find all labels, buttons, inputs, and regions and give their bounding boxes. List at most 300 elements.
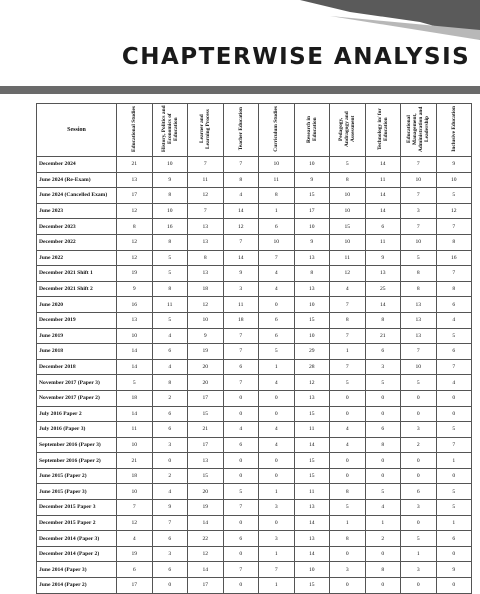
value-cell: 1 bbox=[259, 203, 295, 219]
value-cell: 6 bbox=[436, 344, 472, 360]
subject-column-header bbox=[330, 104, 366, 157]
value-cell: 5 bbox=[365, 375, 401, 391]
value-cell: 12 bbox=[188, 188, 224, 204]
value-cell: 9 bbox=[152, 172, 188, 188]
subject-column-header-label: Research in Education bbox=[305, 115, 318, 143]
value-cell: 4 bbox=[259, 422, 295, 438]
value-cell: 0 bbox=[223, 406, 259, 422]
value-cell: 7 bbox=[188, 203, 224, 219]
session-cell: December 2023 bbox=[37, 219, 117, 235]
table-header-row bbox=[37, 104, 472, 157]
value-cell: 11 bbox=[365, 172, 401, 188]
value-cell: 1 bbox=[436, 453, 472, 469]
value-cell: 16 bbox=[117, 297, 153, 313]
table-row bbox=[37, 546, 472, 562]
value-cell: 19 bbox=[117, 266, 153, 282]
value-cell: 0 bbox=[259, 297, 295, 313]
value-cell: 8 bbox=[330, 312, 366, 328]
value-cell: 4 bbox=[436, 375, 472, 391]
value-cell: 7 bbox=[330, 328, 366, 344]
value-cell: 7 bbox=[188, 157, 224, 173]
value-cell: 11 bbox=[294, 422, 330, 438]
value-cell: 14 bbox=[365, 157, 401, 173]
value-cell: 5 bbox=[436, 188, 472, 204]
value-cell: 0 bbox=[436, 390, 472, 406]
value-cell: 14 bbox=[294, 515, 330, 531]
table-row bbox=[37, 203, 472, 219]
value-cell: 7 bbox=[223, 344, 259, 360]
table-row bbox=[37, 188, 472, 204]
value-cell: 7 bbox=[223, 500, 259, 516]
value-cell: 14 bbox=[188, 515, 224, 531]
value-cell: 3 bbox=[401, 422, 437, 438]
value-cell: 5 bbox=[436, 500, 472, 516]
value-cell: 6 bbox=[152, 344, 188, 360]
value-cell: 17 bbox=[188, 437, 224, 453]
value-cell: 13 bbox=[188, 234, 224, 250]
value-cell: 6 bbox=[117, 562, 153, 578]
value-cell: 6 bbox=[401, 484, 437, 500]
value-cell: 13 bbox=[401, 312, 437, 328]
table-row bbox=[37, 219, 472, 235]
subject-column-header bbox=[401, 104, 437, 157]
value-cell: 8 bbox=[223, 172, 259, 188]
analysis-table-container bbox=[36, 103, 472, 594]
value-cell: 0 bbox=[436, 406, 472, 422]
subject-column-header bbox=[436, 104, 472, 157]
value-cell: 21 bbox=[188, 422, 224, 438]
table-row bbox=[37, 515, 472, 531]
chapterwise-analysis-table bbox=[36, 103, 472, 594]
value-cell: 6 bbox=[152, 422, 188, 438]
value-cell: 13 bbox=[188, 453, 224, 469]
value-cell: 10 bbox=[330, 234, 366, 250]
value-cell: 15 bbox=[294, 453, 330, 469]
session-cell: July 2016 Paper 2 bbox=[37, 406, 117, 422]
value-cell: 20 bbox=[188, 359, 224, 375]
value-cell: 14 bbox=[294, 437, 330, 453]
value-cell: 0 bbox=[365, 453, 401, 469]
value-cell: 10 bbox=[294, 157, 330, 173]
value-cell: 3 bbox=[223, 281, 259, 297]
session-cell: November 2017 (Paper 2) bbox=[37, 390, 117, 406]
value-cell: 15 bbox=[294, 468, 330, 484]
table-row bbox=[37, 359, 472, 375]
value-cell: 0 bbox=[223, 390, 259, 406]
value-cell: 12 bbox=[117, 515, 153, 531]
value-cell: 9 bbox=[294, 172, 330, 188]
value-cell: 4 bbox=[365, 500, 401, 516]
value-cell: 7 bbox=[401, 157, 437, 173]
value-cell: 13 bbox=[401, 297, 437, 313]
value-cell: 12 bbox=[117, 203, 153, 219]
value-cell: 5 bbox=[117, 375, 153, 391]
value-cell: 0 bbox=[259, 406, 295, 422]
value-cell: 10 bbox=[294, 562, 330, 578]
value-cell: 13 bbox=[365, 266, 401, 282]
value-cell: 18 bbox=[188, 281, 224, 297]
subject-column-header-label: History, Politics and Economics of Education bbox=[160, 105, 179, 153]
value-cell: 13 bbox=[294, 500, 330, 516]
value-cell: 8 bbox=[188, 250, 224, 266]
value-cell: 4 bbox=[330, 437, 366, 453]
value-cell: 5 bbox=[259, 344, 295, 360]
value-cell: 14 bbox=[294, 546, 330, 562]
subject-column-header bbox=[365, 104, 401, 157]
value-cell: 4 bbox=[330, 281, 366, 297]
value-cell: 5 bbox=[365, 484, 401, 500]
value-cell: 14 bbox=[117, 359, 153, 375]
value-cell: 4 bbox=[152, 328, 188, 344]
session-cell: June 2023 bbox=[37, 203, 117, 219]
value-cell: 7 bbox=[223, 328, 259, 344]
value-cell: 6 bbox=[259, 219, 295, 235]
value-cell: 9 bbox=[152, 500, 188, 516]
value-cell: 28 bbox=[294, 359, 330, 375]
value-cell: 0 bbox=[436, 468, 472, 484]
value-cell: 7 bbox=[436, 359, 472, 375]
session-cell: December 2021 Shift 2 bbox=[37, 281, 117, 297]
table-row bbox=[37, 562, 472, 578]
value-cell: 8 bbox=[365, 312, 401, 328]
value-cell: 4 bbox=[436, 312, 472, 328]
value-cell: 8 bbox=[152, 281, 188, 297]
value-cell: 17 bbox=[188, 390, 224, 406]
value-cell: 11 bbox=[152, 297, 188, 313]
value-cell: 9 bbox=[117, 281, 153, 297]
value-cell: 2 bbox=[401, 437, 437, 453]
value-cell: 0 bbox=[259, 468, 295, 484]
subject-column-header-label: Curriculum Studies bbox=[273, 106, 280, 152]
session-cell: December 2015 Paper 2 bbox=[37, 515, 117, 531]
value-cell: 0 bbox=[330, 468, 366, 484]
value-cell: 5 bbox=[401, 531, 437, 547]
value-cell: 7 bbox=[223, 234, 259, 250]
table-row bbox=[37, 500, 472, 516]
value-cell: 10 bbox=[188, 312, 224, 328]
session-cell: June 2015 (Paper 3) bbox=[37, 484, 117, 500]
value-cell: 10 bbox=[259, 234, 295, 250]
session-cell: June 2015 (Paper 2) bbox=[37, 468, 117, 484]
value-cell: 4 bbox=[259, 266, 295, 282]
value-cell: 4 bbox=[330, 422, 366, 438]
value-cell: 7 bbox=[259, 250, 295, 266]
value-cell: 2 bbox=[152, 390, 188, 406]
value-cell: 9 bbox=[223, 266, 259, 282]
value-cell: 1 bbox=[330, 515, 366, 531]
value-cell: 10 bbox=[294, 328, 330, 344]
subject-column-header bbox=[152, 104, 188, 157]
value-cell: 5 bbox=[401, 375, 437, 391]
value-cell: 11 bbox=[365, 234, 401, 250]
session-cell: June 2018 bbox=[37, 344, 117, 360]
value-cell: 7 bbox=[259, 562, 295, 578]
session-cell: June 2014 (Paper 3) bbox=[37, 562, 117, 578]
value-cell: 4 bbox=[223, 188, 259, 204]
session-cell: December 2014 (Paper 3) bbox=[37, 531, 117, 547]
value-cell: 0 bbox=[401, 578, 437, 594]
value-cell: 10 bbox=[330, 188, 366, 204]
value-cell: 8 bbox=[259, 188, 295, 204]
value-cell: 10 bbox=[152, 203, 188, 219]
subject-column-header-label: Teacher Education bbox=[237, 107, 244, 151]
value-cell: 0 bbox=[223, 515, 259, 531]
value-cell: 19 bbox=[188, 500, 224, 516]
value-cell: 6 bbox=[436, 297, 472, 313]
value-cell: 1 bbox=[259, 578, 295, 594]
value-cell: 11 bbox=[330, 250, 366, 266]
value-cell: 12 bbox=[223, 219, 259, 235]
value-cell: 19 bbox=[188, 344, 224, 360]
value-cell: 5 bbox=[152, 266, 188, 282]
value-cell: 5 bbox=[436, 328, 472, 344]
value-cell: 10 bbox=[152, 157, 188, 173]
value-cell: 20 bbox=[188, 375, 224, 391]
value-cell: 4 bbox=[223, 422, 259, 438]
value-cell: 3 bbox=[152, 437, 188, 453]
session-cell: December 2019 bbox=[37, 312, 117, 328]
table-row bbox=[37, 250, 472, 266]
value-cell: 14 bbox=[117, 344, 153, 360]
table-row bbox=[37, 312, 472, 328]
value-cell: 21 bbox=[117, 453, 153, 469]
value-cell: 4 bbox=[259, 375, 295, 391]
value-cell: 11 bbox=[188, 172, 224, 188]
session-column-header: Session bbox=[37, 104, 117, 157]
value-cell: 7 bbox=[436, 437, 472, 453]
value-cell: 13 bbox=[401, 328, 437, 344]
value-cell: 4 bbox=[152, 484, 188, 500]
value-cell: 0 bbox=[223, 468, 259, 484]
value-cell: 0 bbox=[223, 453, 259, 469]
value-cell: 12 bbox=[188, 546, 224, 562]
table-row bbox=[37, 172, 472, 188]
table-body bbox=[37, 157, 472, 594]
value-cell: 10 bbox=[117, 484, 153, 500]
value-cell: 18 bbox=[117, 390, 153, 406]
value-cell: 16 bbox=[152, 219, 188, 235]
value-cell: 12 bbox=[188, 297, 224, 313]
value-cell: 0 bbox=[259, 390, 295, 406]
value-cell: 15 bbox=[188, 406, 224, 422]
value-cell: 13 bbox=[294, 531, 330, 547]
value-cell: 7 bbox=[401, 219, 437, 235]
value-cell: 11 bbox=[259, 172, 295, 188]
value-cell: 21 bbox=[117, 157, 153, 173]
value-cell: 7 bbox=[330, 297, 366, 313]
value-cell: 10 bbox=[401, 172, 437, 188]
value-cell: 12 bbox=[436, 203, 472, 219]
value-cell: 5 bbox=[330, 500, 366, 516]
value-cell: 8 bbox=[365, 562, 401, 578]
value-cell: 3 bbox=[401, 562, 437, 578]
value-cell: 8 bbox=[436, 234, 472, 250]
value-cell: 13 bbox=[117, 172, 153, 188]
value-cell: 0 bbox=[330, 578, 366, 594]
session-cell: July 2016 (Paper 3) bbox=[37, 422, 117, 438]
value-cell: 7 bbox=[223, 157, 259, 173]
value-cell: 0 bbox=[330, 546, 366, 562]
value-cell: 14 bbox=[223, 203, 259, 219]
value-cell: 3 bbox=[330, 562, 366, 578]
value-cell: 18 bbox=[117, 468, 153, 484]
value-cell: 15 bbox=[294, 406, 330, 422]
value-cell: 0 bbox=[401, 453, 437, 469]
value-cell: 0 bbox=[223, 578, 259, 594]
session-cell: June 2014 (Paper 2) bbox=[37, 578, 117, 594]
subject-column-header-label: Technology in/ for Education bbox=[376, 108, 389, 150]
value-cell: 9 bbox=[436, 562, 472, 578]
table-row bbox=[37, 437, 472, 453]
session-cell: September 2016 (Paper 2) bbox=[37, 453, 117, 469]
table-row bbox=[37, 375, 472, 391]
table-row bbox=[37, 390, 472, 406]
value-cell: 9 bbox=[188, 328, 224, 344]
value-cell: 17 bbox=[117, 578, 153, 594]
table-row bbox=[37, 297, 472, 313]
value-cell: 17 bbox=[117, 188, 153, 204]
value-cell: 2 bbox=[365, 531, 401, 547]
value-cell: 0 bbox=[152, 453, 188, 469]
value-cell: 11 bbox=[117, 422, 153, 438]
value-cell: 15 bbox=[294, 578, 330, 594]
value-cell: 0 bbox=[401, 515, 437, 531]
value-cell: 4 bbox=[259, 437, 295, 453]
value-cell: 9 bbox=[436, 157, 472, 173]
table-row bbox=[37, 234, 472, 250]
value-cell: 15 bbox=[330, 219, 366, 235]
value-cell: 0 bbox=[152, 578, 188, 594]
session-cell: June 2024 (Cancelled Exam) bbox=[37, 188, 117, 204]
value-cell: 5 bbox=[436, 422, 472, 438]
session-cell: December 2022 bbox=[37, 234, 117, 250]
value-cell: 0 bbox=[436, 546, 472, 562]
value-cell: 11 bbox=[294, 484, 330, 500]
value-cell: 4 bbox=[152, 359, 188, 375]
value-cell: 1 bbox=[259, 484, 295, 500]
value-cell: 7 bbox=[401, 188, 437, 204]
table-row bbox=[37, 578, 472, 594]
value-cell: 14 bbox=[188, 562, 224, 578]
value-cell: 5 bbox=[223, 484, 259, 500]
value-cell: 8 bbox=[330, 172, 366, 188]
value-cell: 0 bbox=[365, 468, 401, 484]
value-cell: 12 bbox=[294, 375, 330, 391]
value-cell: 8 bbox=[401, 266, 437, 282]
value-cell: 6 bbox=[436, 531, 472, 547]
value-cell: 3 bbox=[401, 500, 437, 516]
value-cell: 7 bbox=[223, 562, 259, 578]
table-row bbox=[37, 328, 472, 344]
table-row bbox=[37, 157, 472, 173]
value-cell: 6 bbox=[259, 328, 295, 344]
value-cell: 14 bbox=[223, 250, 259, 266]
session-cell: June 2020 bbox=[37, 297, 117, 313]
subject-column-header-label: Pedagogy, Andragogy and Assessment bbox=[338, 111, 357, 147]
value-cell: 5 bbox=[152, 312, 188, 328]
value-cell: 14 bbox=[365, 203, 401, 219]
value-cell: 10 bbox=[401, 234, 437, 250]
value-cell: 0 bbox=[365, 406, 401, 422]
value-cell: 29 bbox=[294, 344, 330, 360]
value-cell: 3 bbox=[152, 546, 188, 562]
value-cell: 0 bbox=[365, 390, 401, 406]
subject-column-header bbox=[294, 104, 330, 157]
value-cell: 6 bbox=[365, 219, 401, 235]
value-cell: 17 bbox=[294, 203, 330, 219]
subject-column-header bbox=[259, 104, 295, 157]
value-cell: 12 bbox=[117, 234, 153, 250]
value-cell: 13 bbox=[294, 281, 330, 297]
subject-column-header bbox=[223, 104, 259, 157]
value-cell: 14 bbox=[365, 188, 401, 204]
value-cell: 8 bbox=[365, 437, 401, 453]
value-cell: 9 bbox=[294, 234, 330, 250]
value-cell: 10 bbox=[117, 437, 153, 453]
value-cell: 10 bbox=[330, 203, 366, 219]
value-cell: 8 bbox=[330, 531, 366, 547]
value-cell: 15 bbox=[294, 188, 330, 204]
value-cell: 14 bbox=[117, 406, 153, 422]
value-cell: 0 bbox=[330, 453, 366, 469]
value-cell: 6 bbox=[223, 359, 259, 375]
value-cell: 18 bbox=[223, 312, 259, 328]
value-cell: 10 bbox=[259, 157, 295, 173]
subject-column-header bbox=[117, 104, 153, 157]
value-cell: 0 bbox=[330, 406, 366, 422]
value-cell: 10 bbox=[117, 328, 153, 344]
value-cell: 8 bbox=[436, 281, 472, 297]
table-row bbox=[37, 266, 472, 282]
value-cell: 22 bbox=[188, 531, 224, 547]
value-cell: 1 bbox=[436, 515, 472, 531]
value-cell: 9 bbox=[365, 250, 401, 266]
value-cell: 1 bbox=[259, 546, 295, 562]
session-cell: December 2015 Paper 3 bbox=[37, 500, 117, 516]
value-cell: 6 bbox=[365, 344, 401, 360]
value-cell: 7 bbox=[330, 359, 366, 375]
value-cell: 5 bbox=[330, 157, 366, 173]
value-cell: 0 bbox=[259, 453, 295, 469]
subject-column-header-label: Learner and Learning Process bbox=[199, 109, 212, 149]
subject-column-header-label: Educational Management, Administration and Leadership bbox=[406, 106, 431, 152]
value-cell: 6 bbox=[259, 312, 295, 328]
value-cell: 6 bbox=[152, 562, 188, 578]
value-cell: 8 bbox=[294, 266, 330, 282]
value-cell: 15 bbox=[294, 312, 330, 328]
value-cell: 5 bbox=[152, 250, 188, 266]
value-cell: 3 bbox=[365, 359, 401, 375]
value-cell: 7 bbox=[436, 266, 472, 282]
value-cell: 3 bbox=[259, 531, 295, 547]
value-cell: 0 bbox=[436, 578, 472, 594]
session-cell: November 2017 (Paper 3) bbox=[37, 375, 117, 391]
value-cell: 0 bbox=[401, 390, 437, 406]
value-cell: 13 bbox=[294, 390, 330, 406]
value-cell: 0 bbox=[365, 578, 401, 594]
value-cell: 20 bbox=[188, 484, 224, 500]
value-cell: 8 bbox=[330, 484, 366, 500]
value-cell: 3 bbox=[259, 500, 295, 516]
value-cell: 0 bbox=[401, 406, 437, 422]
session-cell: December 2021 Shift 1 bbox=[37, 266, 117, 282]
session-cell: September 2016 (Paper 3) bbox=[37, 437, 117, 453]
session-cell: June 2024 (Re-Exam) bbox=[37, 172, 117, 188]
value-cell: 1 bbox=[401, 546, 437, 562]
session-cell: June 2019 bbox=[37, 328, 117, 344]
value-cell: 7 bbox=[223, 375, 259, 391]
value-cell: 14 bbox=[365, 297, 401, 313]
